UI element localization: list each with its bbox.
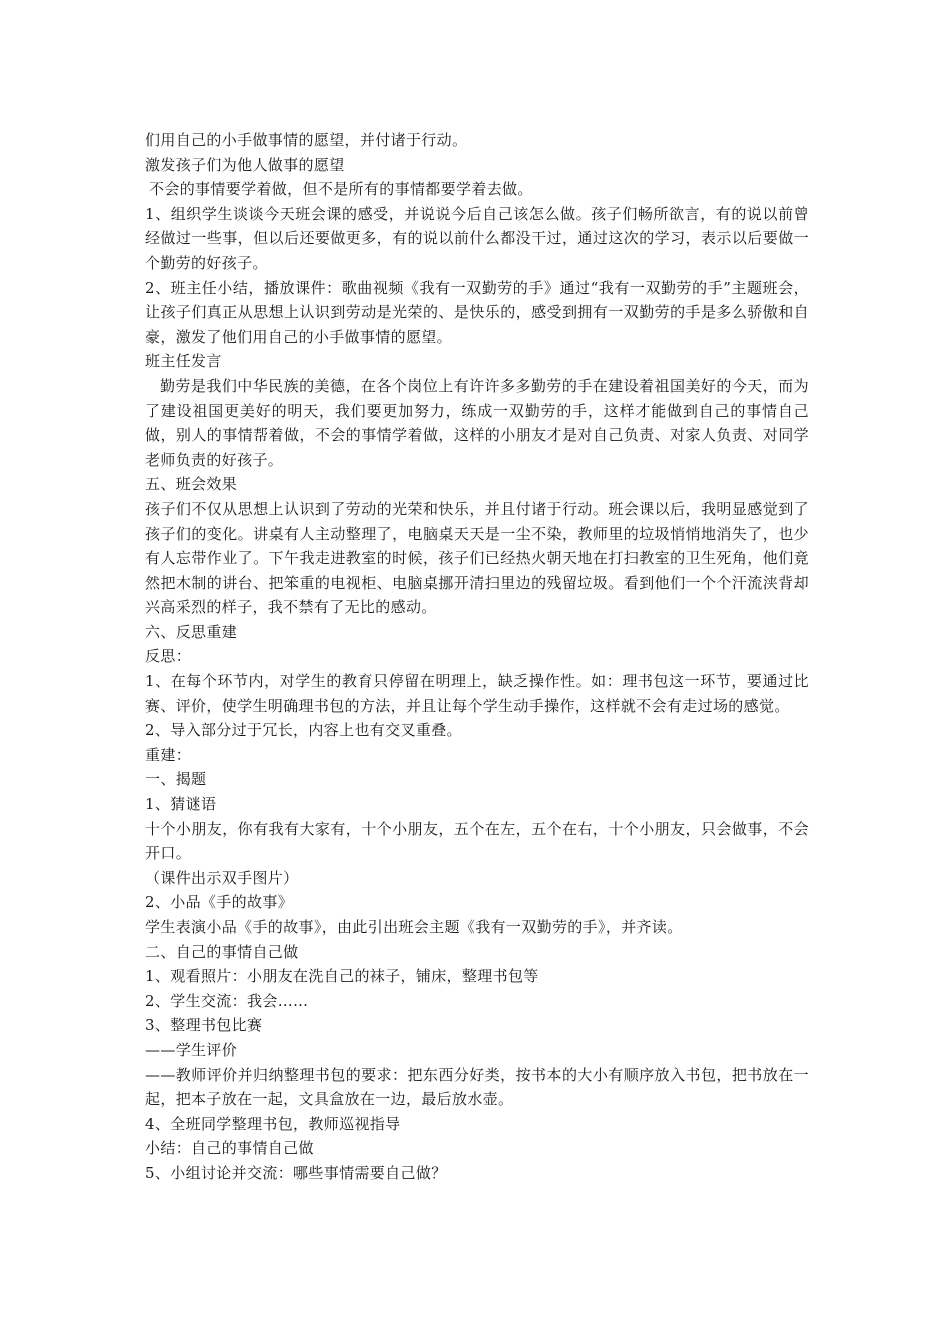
- paragraph-rebuild-step-2: 二、自己的事情自己做: [145, 942, 299, 961]
- paragraph-group-discussion: 5、小组讨论并交流：哪些事情需要自己做？: [145, 1163, 447, 1182]
- paragraph-student-eval: ——学生评价: [145, 1040, 238, 1059]
- paragraph-skit: 学生表演小品《手的故事》，由此引出班会主题《我有一双勤劳的手》，并齐读。: [145, 918, 683, 936]
- paragraph-skit-heading: 2、小品《手的故事》: [145, 893, 294, 912]
- section-heading-5: 五、班会效果: [145, 475, 238, 494]
- paragraph-rebuild-label: 重建：: [145, 745, 192, 764]
- paragraph-bag-contest: 3、整理书包比赛: [145, 1016, 263, 1035]
- paragraph-reflection-label: 反思：: [145, 647, 192, 666]
- paragraph-item-2-summary: 2、班主任小结，播放课件：歌曲视频《我有一双勤劳的手》通过“我有一双勤劳的手”主题班会，让孩子们真正从思想上认识到劳动是光荣的、是快乐的，感受到拥有一双勤劳的手是多么骄傲和自豪，激发了他们用自己的小手做事情的愿望。: [145, 278, 809, 346]
- paragraph-heading-others: 激发孩子们为他人做事的愿望: [145, 155, 345, 174]
- paragraph-courseware-note: （课件出示双手图片）: [145, 868, 299, 887]
- paragraph-class-tidy: 4、全班同学整理书包，教师巡视指导: [145, 1114, 401, 1133]
- paragraph-heading-teacher-speech: 班主任发言: [145, 352, 222, 371]
- paragraph-teacher-eval: ——教师评价并归纳整理书包的要求：把东西分好类，按书本的大小有顺序放入书包，把书放在一起，把本子放在一起，文具盒放在一边，最后放水壶。: [145, 1065, 809, 1109]
- paragraph-reflection-2: 2、导入部分过于冗长，内容上也有交叉重叠。: [145, 721, 462, 740]
- paragraph-exchange: 2、学生交流：我会……: [145, 991, 309, 1010]
- paragraph-item-1-feelings: 1、组织学生谈谈今天班会课的感受，并说说今后自己该怎么做。孩子们畅所欲言，有的说以前曾经做过一些事，但以后还要做更多，有的说以前什么都没干过，通过这次的学习，表示以后要做一个勤劳的好孩子。: [145, 204, 809, 272]
- paragraph-learn-to-do: 不会的事情要学着做，但不是所有的事情都要学着去做。: [149, 180, 533, 199]
- paragraph-reflection-1: 1、在每个环节内，对学生的教育只停留在明理上，缺乏操作性。如：理书包这一环节，要通过比赛、评价，使学生明确理书包的方法，并且让每个学生动手操作，这样就不会有走过场的感觉。: [145, 672, 809, 715]
- paragraph-intro-continuation: 们用自己的小手做事情的愿望，并付诸于行动。: [145, 131, 468, 149]
- paragraph-riddle-heading: 1、猜谜语: [145, 795, 217, 814]
- paragraph-rebuild-step-1: 一、揭题: [145, 770, 207, 789]
- document-page: [145, 128, 809, 1186]
- paragraph-summary: 小结：自己的事情自己做: [145, 1139, 314, 1158]
- paragraph-photos: 1、观看照片：小朋友在洗自己的袜子，铺床，整理书包等: [145, 967, 539, 986]
- paragraph-effect: 孩子们不仅从思想上认识到了劳动的光荣和快乐，并且付诸于行动。班会课以后，我明显感觉到了孩子们的变化。讲桌有人主动整理了，电脑桌天天是一尘不染，教师里的垃圾悄悄地消失了，也少有人忘带作业了。下午我走进教室的时候，孩子们已经热火朝天地在打扫教室的卫生死角，他们竟然把木制的讲台、把笨重的电视柜、电脑桌挪开清扫里边的残留垃圾。看到他们一个个汗流浃背却兴高采烈的样子，我不禁有了无比的感动。: [145, 499, 809, 617]
- section-heading-6: 六、反思重建: [145, 622, 238, 641]
- paragraph-teacher-speech: 勤劳是我们中华民族的美德，在各个岗位上有许许多多勤劳的手在建设着祖国美好的今天，而为了建设祖国更美好的明天，我们要更加努力，练成一双勤劳的手，这样才能做到自己的事情自己做，别人的事情帮着做，不会的事情学着做，这样的小朋友才是对自己负责、对家人负责、对同学老师负责的好孩子。: [145, 376, 809, 469]
- paragraph-riddle: 十个小朋友，你有我有大家有，十个小朋友，五个在左，五个在右，十个小朋友，只会做事，不会开口。: [145, 819, 809, 863]
